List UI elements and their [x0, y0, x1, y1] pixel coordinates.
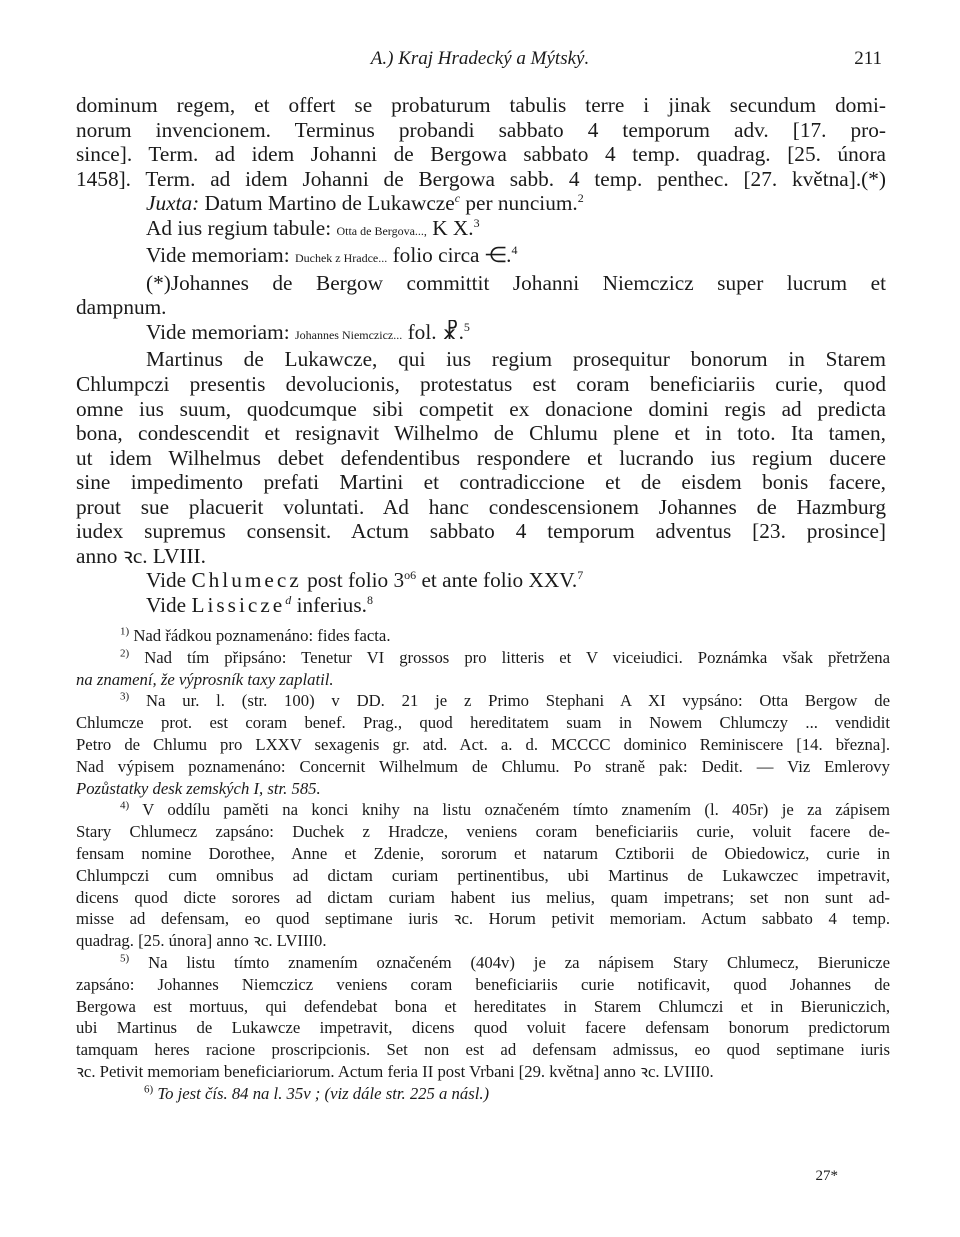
juxta-text: Datum Martino de Lukawcze: [204, 191, 455, 216]
footnote-1: $^{1)}$ Nad řádkou poznamenáno: fides facta.: [120, 625, 391, 645]
vide-memoriam-line: Vide memoriam: Johannes Niemczicz... fol. ☧.$^5$: [146, 319, 470, 344]
text-line: 1458]. Term. ad idem Johanni de Bergowa sabb. 4 temp. penthec. [27. května].(*): [76, 166, 886, 191]
text-line: prout sue placuerit voluntati. Ad hanc condescensionem Johannes de Hazmburg: [76, 494, 886, 519]
paragraph-term: [76, 93, 886, 191]
signature-mark: 27*: [815, 1168, 838, 1184]
text-line: omne ius suum, quodcumque sibi competit ex donacione domini regis ad predicta: [76, 396, 886, 421]
footnote-2: $^{2)}$ Nad tím připsáno: Tenetur VI grossos pro litteris et V viceiudici. Poznámka však přetržena na znamení, že výprosník taxy zaplatil.: [76, 647, 890, 689]
text-line: Martinus de Lukawcze, qui ius regium prosequitur bonorum in Starem: [146, 347, 886, 372]
running-title: A.) Kraj Hradecký a Mýtský.: [370, 48, 590, 69]
ad-ius-line: Ad ius regium tabule: Otta de Bergova..., K X.$^3$: [146, 215, 480, 240]
text-line: (*)Johannes de Bergow committit Johanni Niemczicz super lucrum et: [146, 270, 886, 295]
footnote-6: $^{6)}$ To jest čís. 84 na l. 35v ; (viz dále str. 225 a násl.): [144, 1083, 490, 1103]
footnote-3: $^{3)}$ Na ur. l. (str. 100) v DD. 21 je z Primo Stephani A XI vypsáno: Otta Bergow de Chlumcze prot. est coram benef. Prag., quod hereditatem suam in Nowem Chlumczy ... vendidit Petro de Chlumu pro LXXV sexagenis gr. atd. Act. a. d. MCCCC dominico Reminiscere [14. března]. Nad výpisem poznamenáno: Concernit Wilhelmum de Chlumu. Po straně pak: Dedit. — Viz Emlerovy Pozůstatky desk zemských I, str. 585.: [76, 690, 890, 798]
text-line: Chlumpczi presentis devolucionis, protestatus est coram beneficiariis curie, quod: [76, 372, 886, 397]
vide-memoriam-line: Vide memoriam: Duchek z Hradce... folio circa ⋲.$^4$: [146, 243, 518, 268]
page-header: [0, 48, 960, 78]
text-line: sine impedimento prefati Martini et contradiccione et de eisdem bonis facere,: [76, 470, 886, 495]
text-line: norum invencionem. Terminus probandi sabbato 4 temporum adv. [17. pro-: [76, 117, 886, 142]
text-line: ut idem Wilhelmus debet defendentibus respondere et lucrando ius regium ducere: [76, 445, 886, 470]
vide-lissicze-line: Vide Lissicze$^d$ inferius.$^8$: [146, 592, 373, 617]
vide-chlumecz-line: Vide Chlumecz post folio $3^{o6}$ et ante folio XXV.$^7$: [146, 568, 584, 593]
footnote-4: $^{4)}$ V oddílu paměti na konci knihy na listu označeném tímto znamením (l. 405r) je za zápisem Stary Chlumecz zapsáno: Duchek z Hradcze, veniens coram beneficiariis curie, voluit facere de- fensam nomine Dorothee, Anne et Zdenie, sororum et natarum Cztiborii de Obiedowicz, curie in Chlumpczi cum omnibus ad dictam curiam pertinentibus, ubi Martinus de Lukawczec impetravit, dicens quod dicte sorores ad dictam curiam habent ius melius, quam impetrans; set non sunt ad- misse ad defensam, eo quod septimane iuris ꝛc. Horum petivit memoriam. Actum sabbato 4 temp. quadrag. [25. února] anno ꝛc. LVIII0.: [76, 799, 890, 951]
text-line: iudex supremus consensit. Actum sabbato 4 temporum adventus [23. prosince]: [76, 519, 886, 544]
text-line: dampnum.: [76, 295, 167, 320]
text-line: bona, condescendit et resignavit Wilhelmo de Chlumu plene et in toto. Ita tamen,: [76, 421, 886, 446]
main-text: [76, 93, 886, 617]
page-number: 211: [854, 48, 882, 69]
footnotes: [76, 625, 890, 1105]
footnote-5: $^{5)}$ Na listu tímto znamením označeném (404v) je za nápisem Stary Chlumecz, Bierunicze zapsáno: Johannes Niemczicz veniens coram beneficiariis curie notificavit, quod Johannes de Bergowa est mortuus, qui defendebat bona et hereditates in Starem Chlumczi et in Bieruniczich, ubi Martinus de Lukawcze impetravit, dicens quod voluit facere defensam bonorum predictorum tamquam heres racione proscripcionis. Set non est ad defensam admissus, eo quod septimane iuris ꝛc. Petivit memoriam beneficiariorum. Actum feria II post Vrbani [29. května] anno ꝛc. LVIII0.: [76, 952, 890, 1081]
juxta-line: Juxta: Datum Martino de Lukawcze$^c$ per nuncium.$^2$: [146, 191, 584, 216]
text-line: anno ꝛc. LVIII.: [76, 543, 206, 568]
text-line: dominum regem, et offert se probaturum tabulis terre i jinak secundum domi-: [76, 93, 886, 117]
juxta-label: Juxta:: [146, 191, 200, 216]
text-line: since]. Term. ad idem Johanni de Bergowa sabbato 4 temp. quadrag. [25. února: [76, 142, 886, 167]
paragraph-martinus: [76, 347, 886, 568]
